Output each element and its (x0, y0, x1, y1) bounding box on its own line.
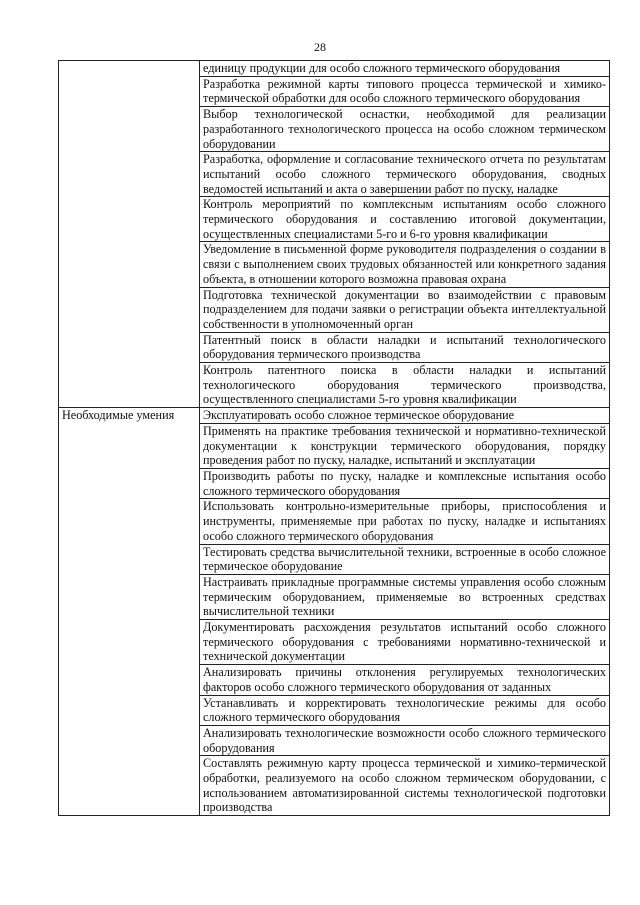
table-cell: Выбор технологической оснастки, необходимой для реализации разработанного технологического процесса на особо сложном термическом оборудовании (200, 107, 610, 152)
table-cell: Составлять режимную карту процесса термической и химико-термической обработки, реализуемого на особо сложном термическом оборудовании, с использованием автоматизированной системы технологической подготовки производства (200, 756, 610, 816)
table-cell: Контроль патентного поиска в области наладки и испытаний технологического оборудования термического производства, осуществленного специалистами 5-го уровня квалификации (200, 363, 610, 408)
table-cell: Разработка режимной карты типового процесса термической и химико-термической обработки для особо сложного термического оборудования (200, 76, 610, 106)
table-cell: Эксплуатировать особо сложное термическое оборудование (200, 408, 610, 424)
table-cell: Использовать контрольно-измерительные приборы, приспособления и инструменты, применяемые при работах по пуску, наладке и испытаниях особо сложного термического оборудования (200, 499, 610, 544)
table-cell: Уведомление в письменной форме руководителя подразделения о создании в связи с выполнением своих трудовых обязанностей или конкретного задания объекта, в отношении которого возможна правовая охрана (200, 242, 610, 287)
table-row (59, 61, 610, 77)
table-cell: Тестировать средства вычислительной техники, встроенные в особо сложное термическое оборудование (200, 544, 610, 574)
table-cell: Разработка, оформление и согласование технического отчета по результатам испытаний особо сложного термического оборудования, сводных ведомостей испытаний и акта о завершении работ по пуску, наладке (200, 152, 610, 197)
page-number: 28 (314, 40, 326, 54)
table-cell: Контроль мероприятий по комплексным испытаниям особо сложного термического оборудования и составлению итоговой документации, осуществленных специалистами 5-го и 6-го уровня квалификации (200, 197, 610, 242)
table-cell: единицу продукции для особо сложного термического оборудования (200, 61, 610, 77)
table-cell: Подготовка технической документации во взаимодействии с правовым подразделением для подачи заявки о регистрации объекта интеллектуальной собственности в уполномоченный орган (200, 287, 610, 332)
table-cell: Устанавливать и корректировать технологические режимы для особо сложного термического оборудования (200, 695, 610, 725)
requirements-table-body (59, 61, 610, 816)
table-cell: Анализировать причины отклонения регулируемых технологических факторов особо сложного термического оборудования от заданных (200, 665, 610, 695)
table-cell: Применять на практике требования технической и нормативно-технической документации к конструкции термического оборудования, порядку проведения работ по пуску, наладке, испытаний и эксплуатации (200, 423, 610, 468)
table-row (59, 408, 610, 424)
requirements-table (58, 60, 610, 816)
table-cell: Настраивать прикладные программные системы управления особо сложным термическим оборудованием, применяемые во встроенных средствах вычислительной техники (200, 574, 610, 619)
table-cell: Анализировать технологические возможности особо сложного термического оборудования (200, 725, 610, 755)
table-cell: Документировать расхождения результатов испытаний особо сложного термического оборудования с требованиями нормативно-технической и технической документации (200, 620, 610, 665)
section-heading-cell (59, 61, 200, 408)
table-cell: Производить работы по пуску, наладке и комплексные испытания особо сложного термического оборудования (200, 468, 610, 498)
table-cell: Патентный поиск в области наладки и испытаний технологического оборудования термического производства (200, 332, 610, 362)
section-heading-cell: Необходимые умения (59, 408, 200, 816)
